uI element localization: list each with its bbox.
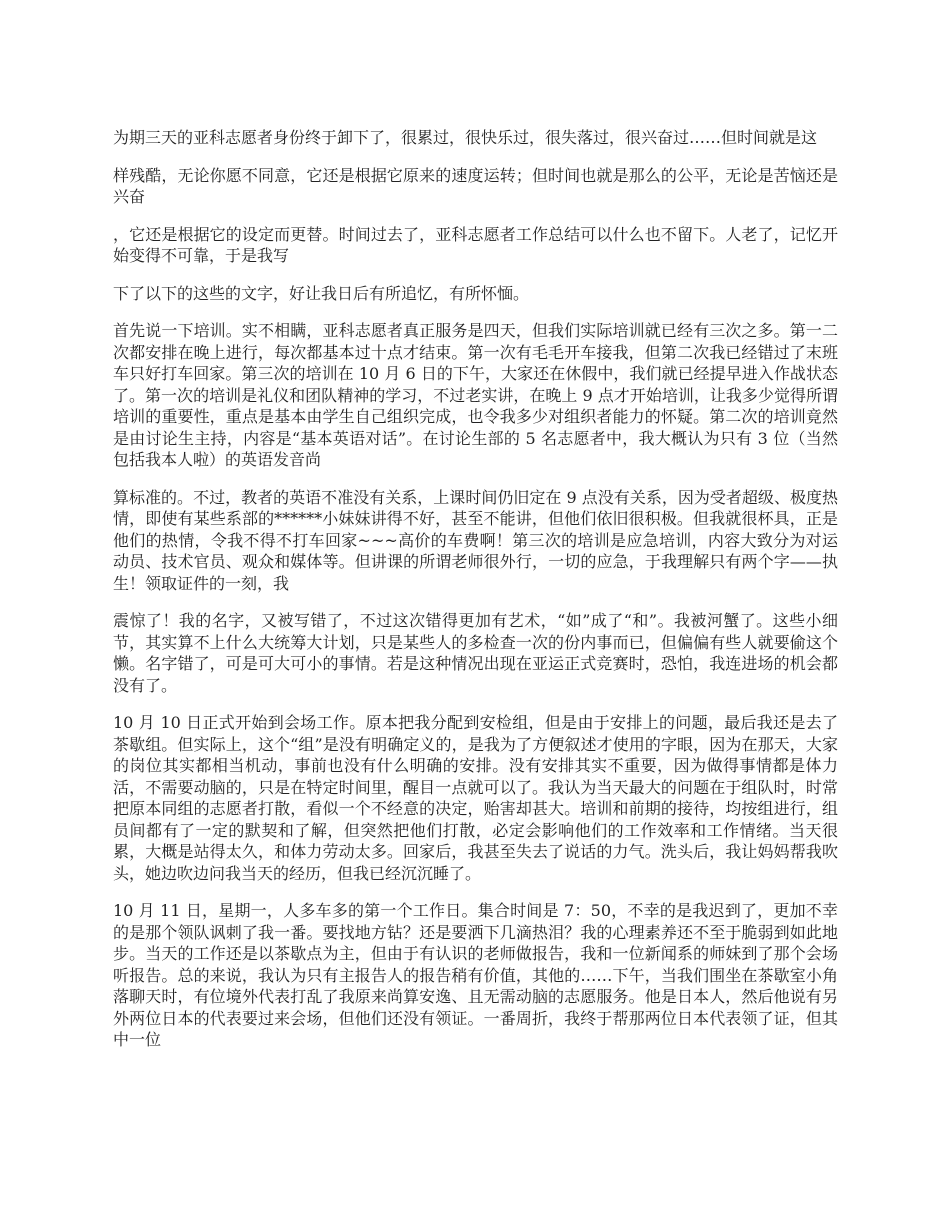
paragraph: 样残酷，无论你愿不同意，它还是根据它原来的速度运转；但时间也就是那么的公平，无论是苦恼还是兴奋 — [113, 165, 838, 206]
paragraph: 10 月 11 日，星期一，人多车多的第一个工作日。集合时间是 7：50，不幸的是我迟到了，更加不幸的是那个领队讽刺了我一番。要找地方钻？还是要洒下几滴热泪？我的心理素养还不至于脆弱到如此地步。当天的工作还是以茶歇点为主，但由于有认识的老师做报告，我和一位新闻系的师妹到了那个会场听报告。总的来说，我认为只有主报告人的报告稍有价值，其他的……下午，当我们围坐在茶歇室小角落聊天时，有位境外代表打乱了我原来尚算安逸、且无需动脑的志愿服务。他是日本人，然后他说有另外两位日本的代表要过来会场，但他们还没有领证。一番周折，我终于帮那两位日本代表领了证，但其中一位 — [113, 901, 838, 1049]
document-body — [113, 127, 838, 1067]
paragraph: 10 月 10 日正式开始到会场工作。原本把我分配到安检组，但是由于安排上的问题，最后我还是去了茶歇组。但实际上，这个“组”是没有明确定义的，是我为了方便叙述才使用的字眼，因为在那天，大家的岗位其实都相当机动，事前也没有什么明确的安排。没有安排其实不重要，因为做得事情都是体力活，不需要动脑的，只是在特定时间里，醒目一点就可以了。我认为当天最大的问题在于组队时，时常把原本同组的志愿者打散，看似一个不经意的决定，贻害却甚大。培训和前期的接待，均按组进行，组员间都有了一定的默契和了解，但突然把他们打散，必定会影响他们的工作效率和工作情绪。当天很累，大概是站得太久，和体力劳动太多。回家后，我甚至失去了说话的力气。洗头后，我让妈妈帮我吹头，她边吹边问我当天的经历，但我已经沉沉睡了。 — [113, 713, 838, 883]
paragraph: 首先说一下培训。实不相瞒，亚科志愿者真正服务是四天，但我们实际培训就已经有三次之多。第一二次都安排在晚上进行，每次都基本过十点才结束。第一次有毛毛开车接我，但第二次我已经错过了末班车只好打车回家。第三次的培训在 10 月 6 日的下午，大家还在休假中，我们就已经提早进入作战状态了。第一次的培训是礼仪和团队精神的学习，不过老实讲，在晚上 9 点才开始培训，让我多少觉得所谓培训的重要性，重点是基本由学生自己组织完成，也令我多少对组织者能力的怀疑。第二次的培训竟然是由讨论生主持，内容是“基本英语对话”。在讨论生部的 5 名志愿者中，我大概认为只有 3 位（当然包括我本人啦）的英语发音尚 — [113, 321, 838, 469]
paragraph: 为期三天的亚科志愿者身份终于卸下了，很累过，很快乐过，很失落过，很兴奋过……但时间就是这 — [113, 128, 818, 147]
paragraph: 下了以下的这些的文字，好让我日后有所追忆，有所怀愐。 — [113, 283, 530, 303]
paragraph: 震惊了！我的名字，又被写错了，不过这次错得更加有艺术，“如”成了“和”。我被河蟹了。这些小细节，其实算不上什么大统筹大计划，只是某些人的多检查一次的份内事而已，但偏偏有些人就要偷这个懒。名字错了，可是可大可小的事情。若是这种情况出现在亚运正式竞赛时，恐怕，我连进场的机会都没有了。 — [113, 611, 838, 695]
paragraph: 算标准的。不过，教者的英语不准没有关系，上课时间仍旧定在 9 点没有关系，因为受者超级、极度热情，即使有某些系部的******小妹妹讲得不好，甚至不能讲，但他们依旧很积极。但我就很杯具，正是他们的热情，令我不得不打车回家~~~高价的车费啊！第三次的培训是应急培训，内容大致分为对运动员、技术官员、观众和媒体等。但讲课的所谓老师很外行，一切的应急，于我理解只有两个字——执生！领取证件的一刻，我 — [113, 487, 838, 593]
paragraph: ，它还是根据它的设定而更替。时间过去了，亚科志愿者工作总结可以什么也不留下。人老了，记忆开始变得不可靠，于是我写 — [113, 224, 838, 265]
